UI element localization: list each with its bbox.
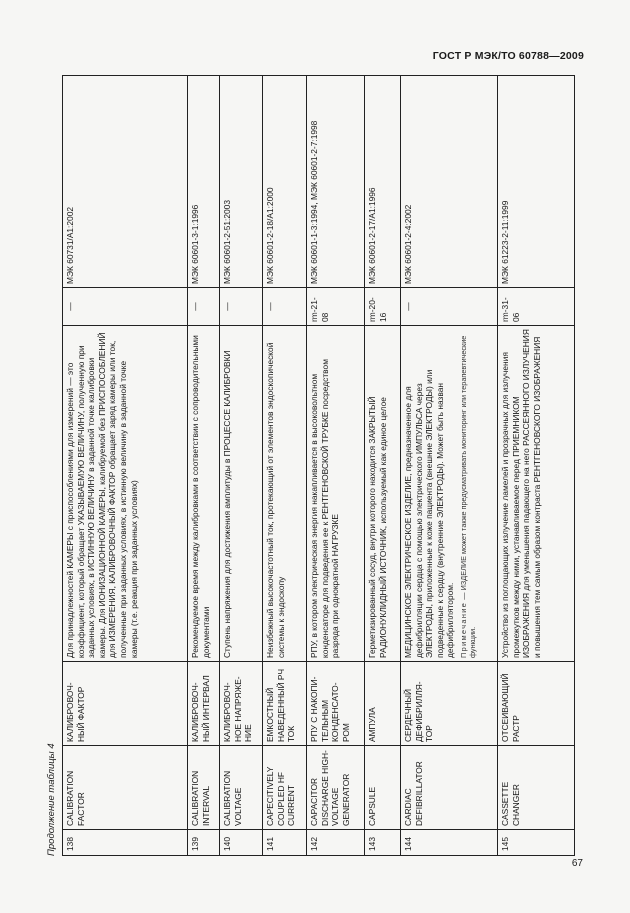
term-reference: МЭК 60601-1-3:1994, МЭК 60601-2-7:1998: [307, 76, 365, 288]
table-row: [401, 76, 498, 856]
table-row: [188, 76, 220, 856]
term-code: rm-31-06: [498, 288, 575, 326]
term-code: —: [188, 288, 220, 326]
term-definition: [401, 326, 498, 662]
terms-table-body: [63, 76, 575, 856]
row-number: 140: [220, 830, 263, 856]
row-number: 141: [263, 830, 307, 856]
row-number: 142: [307, 830, 365, 856]
term-english: CAPSULE: [365, 746, 401, 830]
term-russian: КАЛИБРОВОЧ-НЫЙ ИНТЕРВАЛ: [188, 662, 220, 746]
table-row: [63, 76, 188, 856]
term-reference: МЭК 61223-2-11:1999: [498, 76, 575, 288]
table-row: [365, 76, 401, 856]
definition-text: Для принадлежностей КАМЕРЫ с приспособлениями для измерений — это коэффициент, который обращает УКАЗЫВАЕМУЮ ВЕЛИЧИНУ, полученную при заданных условиях, в ИСТИННУЮ ВЕЛИЧИНУ в заданной точке калибровки камеры. Для ИОНИЗАЦИОННОЙ КАМЕРЫ, калибруемой без ПРИСПОСОБЛЕНИЙ для ИЗМЕРЕНИЯ, КАЛИБРОВОЧНЫЙ ФАКТОР обращает заряд камеры или ток, полученные при заданных условиях, в истинную величину в заданной точке камеры (т.е. реакция при заданных условиях): [65, 332, 139, 658]
term-definition: [220, 326, 263, 662]
term-definition: [188, 326, 220, 662]
term-english: CALIBRATION FACTOR: [63, 746, 188, 830]
term-english: CAPECITIVELY COUPLED HF CURRENT: [263, 746, 307, 830]
term-reference: МЭК 60731/А1:2002: [63, 76, 188, 288]
table-row: [498, 76, 575, 856]
term-russian: РПУ С НАКОПИ-ТЕЛЬНЫМ КОНДЕНСАТО-РОМ: [307, 662, 365, 746]
row-number: 145: [498, 830, 575, 856]
row-number: 143: [365, 830, 401, 856]
term-reference: МЭК 60601-2-51:2003: [220, 76, 263, 288]
term-code: —: [401, 288, 498, 326]
definition-note: [459, 329, 478, 658]
term-english: CAPACITOR DISCHARGE HIGH-VOLTAGE GENERATOR: [307, 746, 365, 830]
term-reference: МЭК 60601-2-4:2002: [401, 76, 498, 288]
row-number: 139: [188, 830, 220, 856]
term-russian: АМПУЛА: [365, 662, 401, 746]
table-row: [307, 76, 365, 856]
term-definition: [263, 326, 307, 662]
note-text: — ИЗДЕЛИЕ может также предусматривать мониторинг или терапевтические функции.: [458, 335, 478, 658]
row-number: 144: [401, 830, 498, 856]
term-code: —: [220, 288, 263, 326]
definition-text: МЕДИЦИНСКОЕ ЭЛЕКТРИЧЕСКОЕ ИЗДЕЛИЕ, предназначенное для дефибрилляции сердца с помощью электрического ИМПУЛЬСА через ЭЛЕКТРОДЫ, приложенные к коже пациента (внешние ЭЛЕКТРОДЫ) или подведенные к сердцу (внутренние ЭЛЕКТРОДЫ). Может быть назван дефибриллятором.: [403, 369, 456, 658]
term-code: —: [63, 288, 188, 326]
term-russian: ОТСЕИВАЮЩИЙ РАСТР: [498, 662, 575, 746]
term-definition: [498, 326, 575, 662]
page-number: 67: [571, 858, 583, 869]
row-number: 138: [63, 830, 188, 856]
table-continuation-label: Продолжение таблицы 4: [46, 743, 57, 856]
table-row: [263, 76, 307, 856]
document-header: ГОСТ Р МЭК/ТО 60788—2009: [432, 50, 584, 62]
terms-table: [62, 75, 575, 856]
term-code: rm-20-16: [365, 288, 401, 326]
term-definition: [63, 326, 188, 662]
table-row: [220, 76, 263, 856]
term-code: —: [263, 288, 307, 326]
term-english: CASSETTE CHANGER: [498, 746, 575, 830]
term-english: CALIBRATION VOLTAGE: [220, 746, 263, 830]
definition-text: РПУ, в котором электрическая энергия накапливается в высоковольтном конденсаторе для подведения ее к РЕНТГЕНОВСКОЙ ТРУБКЕ посредством разряда при однократной НАГРУЗКЕ: [309, 359, 341, 658]
term-reference: МЭК 60601-2-18/А1:2000: [263, 76, 307, 288]
term-code: rm-21-08: [307, 288, 365, 326]
term-definition: [365, 326, 401, 662]
term-definition: [307, 326, 365, 662]
term-reference: МЭК 60601-2-17/А1:1996: [365, 76, 401, 288]
definition-text: Устройство из поглощающих излучение ламелей и прозрачных для излучения промежутков между ними, устанавливаемое перед ПРИЕМНИКОМ ИЗОБРАЖЕНИЯ для уменьшения падающего на него РАССЕЯННОГО ИЗЛУЧЕНИЯ и повышения тем самым образом контраста РЕНТГЕНОВСКОГО ИЗОБРАЖЕНИЯ: [500, 329, 542, 658]
term-russian: КАЛИБРОВОЧ-НЫЙ ФАКТОР: [63, 662, 188, 746]
definition-text: Герметизированный сосуд, внутри которого находится ЗАКРЫТЫЙ РАДИОНУКЛИДНЫЙ ИСТОЧНИК, используемый как единое целое: [367, 396, 388, 658]
term-russian: СЕРДЕЧНЫЙ ДЕФИБРИЛЛЯ-ТОР: [401, 662, 498, 746]
definition-text: Ступень напряжения для достижения амплитуды в ПРОЦЕССЕ КАЛИБРОВКИ: [222, 350, 232, 658]
term-russian: ЕМКОСТНЫЙ НАВЕДЕННЫЙ РЧ ТОК: [263, 662, 307, 746]
term-english: CALIBRATION INTERVAL: [188, 746, 220, 830]
term-english: CARDIAC DEFIBRILLATOR: [401, 746, 498, 830]
note-label: Примечание: [458, 601, 468, 658]
term-russian: КАЛИБРОВОЧ-НОЕ НАПРЯЖЕ-НИЕ: [220, 662, 263, 746]
definition-text: Рекомендуемое время между калибровками в соответствии с сопроводительными документами: [190, 335, 211, 658]
term-reference: МЭК 60601-3-1:1996: [188, 76, 220, 288]
rotated-table-area: [42, 76, 554, 856]
definition-text: Неизбежный высокочастотный ток, протекающий от элементов эндоскопической системы к эндоскопу: [265, 342, 286, 658]
